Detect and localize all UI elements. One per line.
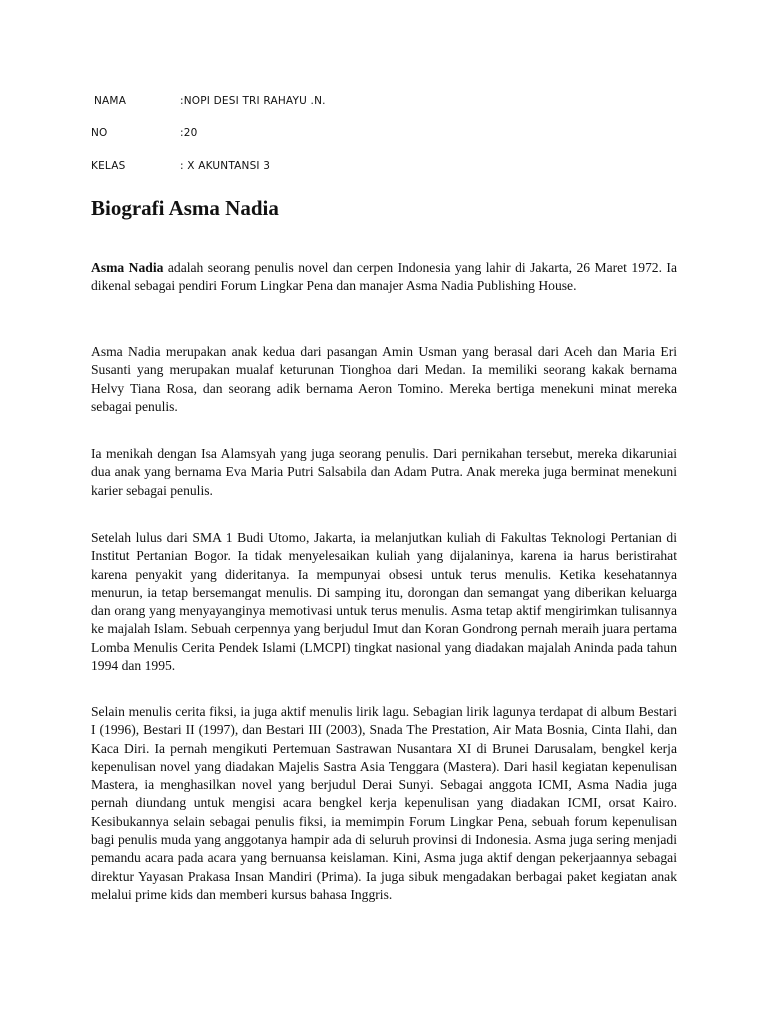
name-value: :NOPI DESI TRI RAHAYU .N. <box>180 95 326 107</box>
class-label: KELAS <box>91 160 126 172</box>
paragraph-career: Selain menulis cerita fiksi, ia juga aktif menulis lirik lagu. Sebagian lirik lagunya terdapat di album Bestari I (1996), Bestari II (1997), dan Bestari III (2003), Snada The Prestation, Air Mata Bosnia, Cinta Ilahi, dan Kaca Diri. Ia pernah mengikuti Pertemuan Sastrawan Nusantara XI di Brunei Darusalam, bengkel kerja kepenulisan novel yang diadakan Majelis Sastra Asia Tenggara (Mastera). Dari hasil kegiatan kepenulisan Mastera, ia menghasilkan novel yang berjudul Derai Sunyi. Sebagai anggota ICMI, Asma Nadia juga pernah diundang untuk mengisi acara bengkel kerja kepenulisan yang diadakan ICMI, orsat Kairo. Kesibukannya selain sebagai penulis fiksi, ia memimpin Forum Lingkar Pena, sebuah forum kepenulisan bagi penulis muda yang anggotanya hampir ada di seluruh provinsi di Indonesia. Asma juga sering menjadi pemandu acara pada acara yang bernuansa keislaman. Kini, Asma juga aktif dengan pekerjaannya sebagai direktur Yayasan Prakasa Insan Mandiri (Prima). Ia juga sibuk mengadakan berbagai paket kegiatan anak melalui prime kids dan memberi kursus bahasa Inggris. <box>91 704 677 902</box>
paragraph-family: Asma Nadia merupakan anak kedua dari pasangan Amin Usman yang berasal dari Aceh dan Maria Eri Susanti yang merupakan mualaf keturunan Tionghoa dari Medan. Ia memiliki seorang kakak bernama Helvy Tiana Rosa, dan seorang adik bernama Aeron Tomino. Mereka bertiga menekuni minat mereka sebagai penulis. <box>91 344 677 414</box>
subject-name: Asma Nadia <box>91 260 164 275</box>
page-title: Biografi Asma Nadia <box>91 196 279 220</box>
paragraph-intro-text: adalah seorang penulis novel dan cerpen Indonesia yang lahir di Jakarta, 26 Maret 1972. Ia dikenal sebagai pendiri Forum Lingkar Pena dan manajer Asma Nadia Publishing House. <box>91 260 677 294</box>
paragraph-education: Setelah lulus dari SMA 1 Budi Utomo, Jakarta, ia melanjutkan kuliah di Fakultas Teknologi Pertanian di Institut Pertanian Bogor. Ia tidak menyelesaikan kuliah yang dijalaninya, karena ia harus beristirahat karena penyakit yang dideritanya. Ia mempunyai obsesi untuk terus menulis. Ketika kesehatannya menurun, ia tetap bersemangat menulis. Di samping itu, dorongan dan semangat yang diberikan keluarga dan orang yang menyayanginya memotivasi untuk terus menulis. Asma tetap aktif mengirimkan tulisannya ke majalah Islam. Sebuah cerpennya yang berjudul Imut dan Koran Gondrong pernah meraih juara pertama Lomba Menulis Cerita Pendek Islami (LMCPI) tingkat nasional yang diadakan majalah Aninda pada tahun 1994 dan 1995. <box>91 530 677 674</box>
paragraph-marriage: Ia menikah dengan Isa Alamsyah yang juga seorang penulis. Dari pernikahan tersebut, mereka dikaruniai dua anak yang bernama Eva Maria Putri Salsabila dan Adam Putra. Anak mereka juga berminat menekuni karier sebagai penulis. <box>91 446 677 498</box>
number-value: :20 <box>180 127 198 139</box>
name-label: NAMA <box>94 95 127 107</box>
paragraph-intro <box>91 259 677 296</box>
number-label: NO <box>91 127 108 139</box>
class-value: : X AKUNTANSI 3 <box>180 160 271 172</box>
